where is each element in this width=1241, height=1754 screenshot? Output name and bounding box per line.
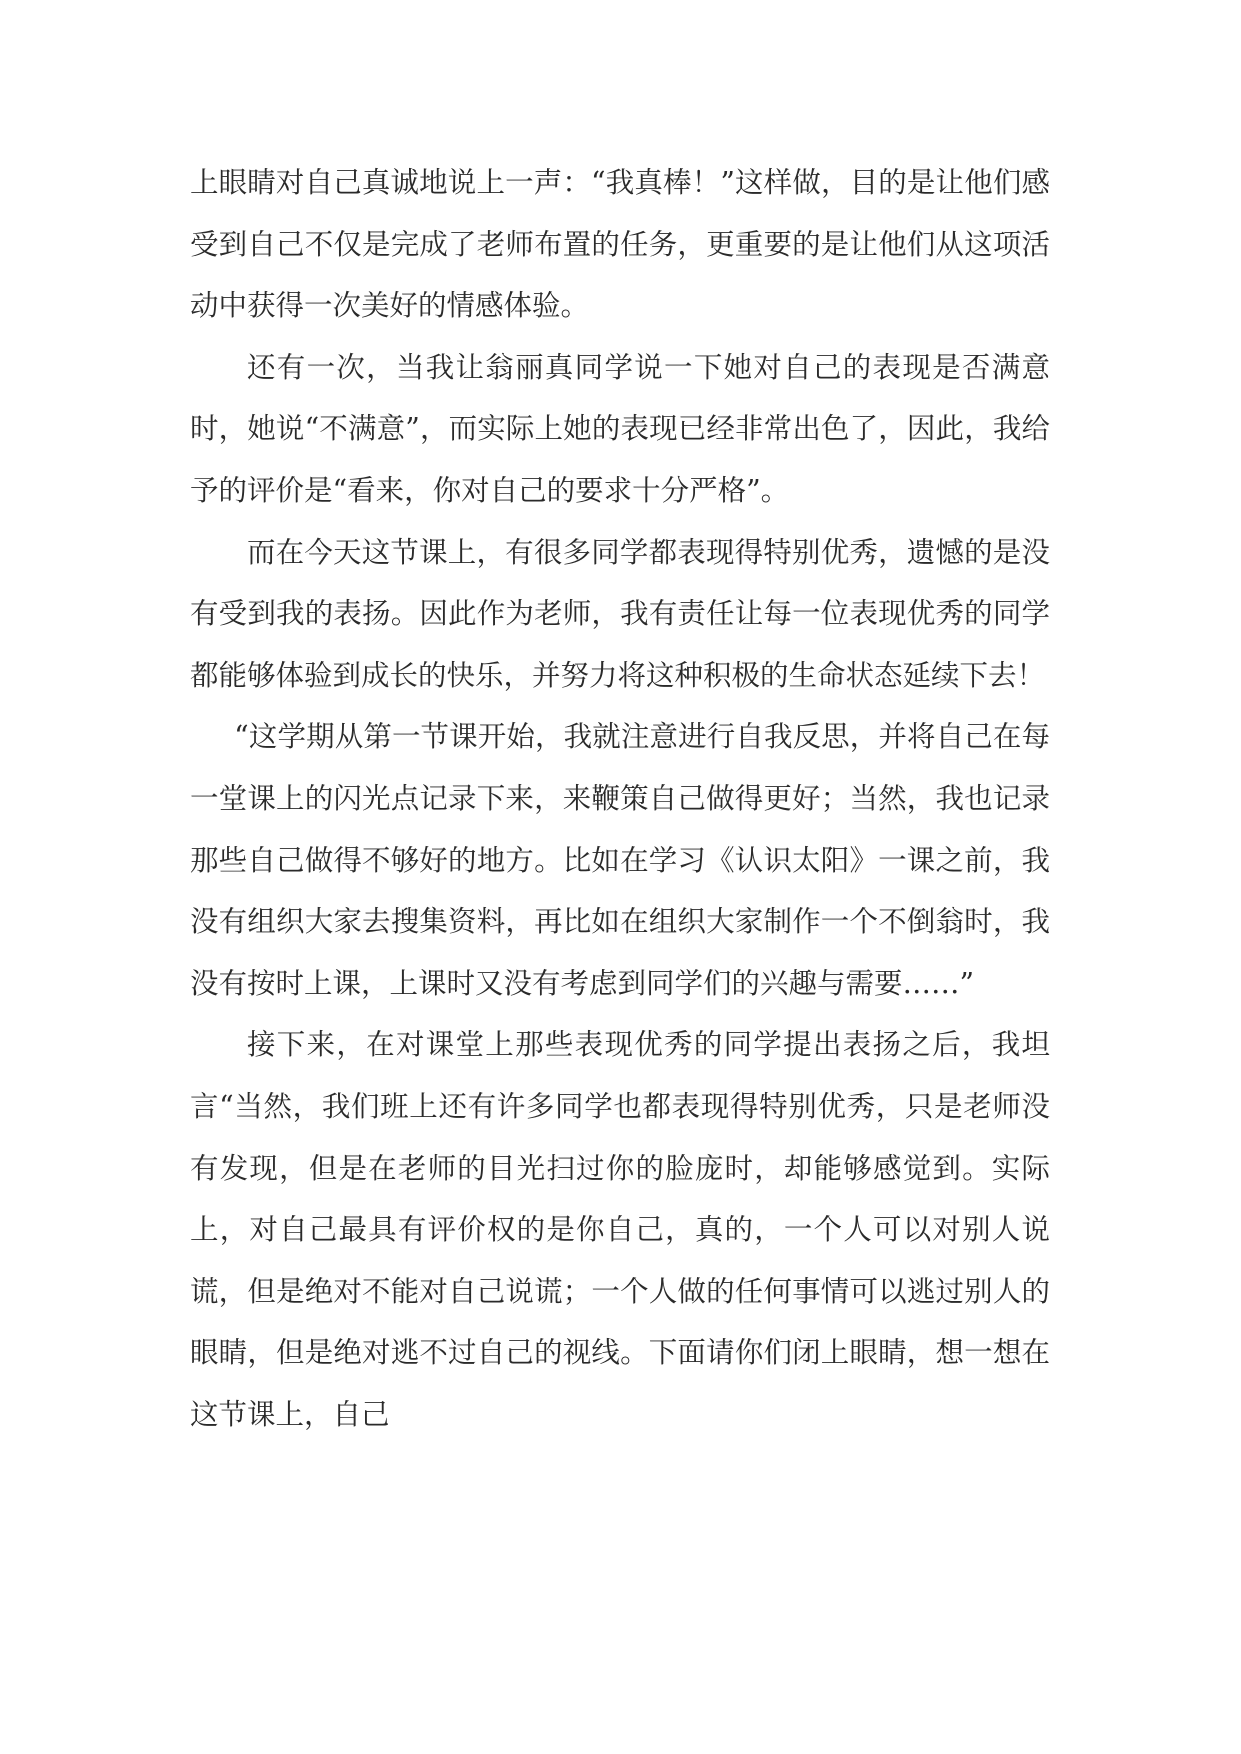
paragraph-5: 接下来，在对课堂上那些表现优秀的同学提出表扬之后，我坦言“当然，我们班上还有许多同学也都表现得特别优秀，只是老师没有发现，但是在老师的目光扫过你的脸庞时，却能够感觉到。实际上，对自己最具有评价权的是你自己，真的，一个人可以对别人说谎，但是绝对不能对自己说谎；一个人做的任何事情可以逃过别人的眼睛，但是绝对逃不过自己的视线。下面请你们闭上眼睛，想一想在这节课上，自己 xyxy=(190,1028,1050,1431)
paragraph-3: 而在今天这节课上，有很多同学都表现得特别优秀，遗憾的是没有受到我的表扬。因此作为老师，我有责任让每一位表现优秀的同学都能够体验到成长的快乐，并努力将这种积极的生命状态延续下去！ xyxy=(190,535,1050,692)
paragraph-4: “这学期从第一节课开始，我就注意进行自我反思，并将自己在每一堂课上的闪光点记录下来，来鞭策自己做得更好；当然，我也记录那些自己做得不够好的地方。比如在学习《认识太阳》一课之前，我没有组织大家去搜集资料，再比如在组织大家制作一个不倒翁时，我没有按时上课，上课时又没有考虑到同学们的兴趣与需要……” xyxy=(190,720,1050,1000)
paragraph-2: 还有一次，当我让翁丽真同学说一下她对自己的表现是否满意时，她说“不满意”，而实际上她的表现已经非常出色了，因此，我给予的评价是“看来，你对自己的要求十分严格”。 xyxy=(190,350,1050,507)
document-body xyxy=(190,152,1050,1445)
paragraph-1: 上眼睛对自己真诚地说上一声：“我真棒！”这样做，目的是让他们感受到自己不仅是完成了老师布置的任务，更重要的是让他们从这项活动中获得一次美好的情感体验。 xyxy=(190,166,1050,323)
